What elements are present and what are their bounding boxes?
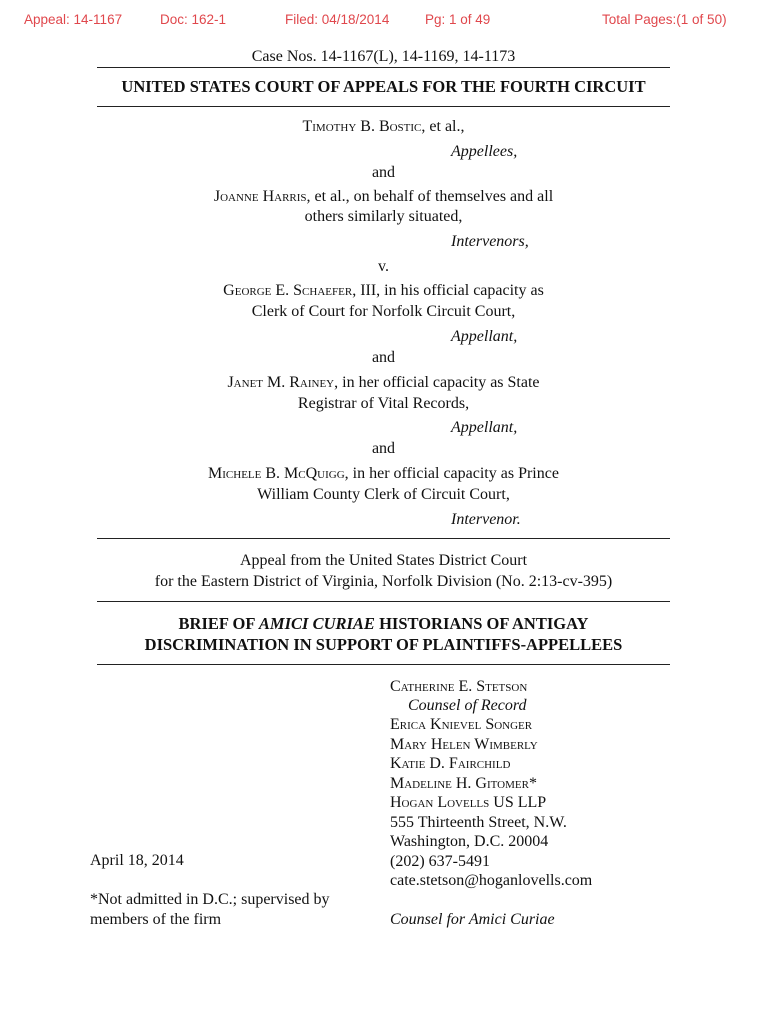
case-numbers: Case Nos. 14-1167(L), 14-1169, 14-1173: [251, 48, 516, 65]
and-3: and: [371, 440, 396, 457]
counsel-name: Madeline H. Gitomer*: [390, 775, 537, 792]
brief-title-line1: BRIEF OF AMICI CURIAE HISTORIANS OF ANTIGAY: [178, 614, 589, 633]
role-appellees: Appellees,: [451, 143, 518, 160]
amici-curiae-italic: AMICI CURIAE: [258, 614, 375, 633]
party-name: George E. Schaefer: [223, 282, 353, 299]
party-name: Joanne Harris: [213, 188, 307, 205]
role-intervenors: Intervenors,: [451, 233, 529, 250]
brief-title-line2: DISCRIMINATION IN SUPPORT OF PLAINTIFFS-APPELLEES: [144, 635, 623, 654]
rule-parties-bottom: [97, 538, 670, 539]
lead-counsel: Catherine E. Stetson: [390, 678, 528, 695]
counsel-name: Katie D. Fairchild: [390, 755, 511, 772]
counsel-of-record: Counsel of Record: [408, 697, 527, 714]
party-harris: Joanne Harris, et al., on behalf of themselves and all: [213, 188, 554, 205]
party-schaefer: George E. Schaefer, III, in his official capacity as: [223, 282, 544, 299]
party-rainey-line2: Registrar of Vital Records,: [297, 395, 470, 412]
and-2: and: [371, 349, 396, 366]
total-pages: Total Pages:(1 of 50): [602, 12, 727, 27]
role-appellant-2: Appellant,: [451, 419, 518, 436]
filed-date: Filed: 04/18/2014: [285, 12, 390, 27]
page-number: Pg: 1 of 49: [425, 12, 491, 27]
address-line2: Washington, D.C. 20004: [390, 833, 549, 850]
email: cate.stetson@hoganlovells.com: [390, 872, 593, 889]
party-schaefer-line2: Clerk of Court for Norfolk Circuit Court,: [251, 303, 516, 320]
party-mcquigg-line2: William County Clerk of Circuit Court,: [257, 486, 510, 503]
appeal-from-line1: Appeal from the United States District Court: [239, 552, 528, 569]
party-harris-line2: others similarly situated,: [304, 208, 463, 225]
footnote-line1: *Not admitted in D.C.; supervised by: [90, 891, 330, 908]
party-name: Janet M. Rainey: [227, 374, 335, 391]
doc-number: Doc: 162-1: [160, 12, 227, 27]
party-name: Timothy B. Bostic: [302, 118, 422, 135]
party-rainey: Janet M. Rainey, in her official capacity as State: [227, 374, 540, 391]
counsel-name: Mary Helen Wimberly: [390, 736, 538, 753]
party-mcquigg: Michele B. McQuigg, in her official capacity as Prince: [208, 465, 559, 482]
rule-top: [97, 67, 670, 68]
role-intervenor: Intervenor.: [451, 511, 521, 528]
counsel-name: Erica Knievel Songer: [390, 716, 533, 733]
firm-name: Hogan Lovells US LLP: [390, 794, 547, 811]
role-appellant-1: Appellant,: [451, 328, 518, 345]
filing-date: April 18, 2014: [90, 852, 184, 869]
court-title: UNITED STATES COURT OF APPEALS FOR THE FOURTH CIRCUIT: [121, 77, 646, 96]
footnote-line2: members of the firm: [90, 911, 222, 928]
rule-court-bottom: [97, 106, 670, 107]
appeal-number: Appeal: 14-1167: [24, 12, 123, 27]
and-1: and: [371, 164, 396, 181]
address-line1: 555 Thirteenth Street, N.W.: [390, 814, 567, 831]
brief-title: [97, 613, 670, 655]
rule-title-bottom: [97, 664, 670, 665]
appeal-from-line2: for the Eastern District of Virginia, Norfolk Division (No. 2:13-cv-395): [154, 573, 613, 590]
counsel-for: Counsel for Amici Curiae: [390, 911, 555, 928]
party-bostic: Timothy B. Bostic, et al.,: [302, 118, 465, 135]
party-name: Michele B. McQuigg: [208, 465, 345, 482]
rule-appeal-bottom: [97, 601, 670, 602]
versus: v.: [378, 258, 389, 275]
phone: (202) 637-5491: [390, 853, 490, 870]
